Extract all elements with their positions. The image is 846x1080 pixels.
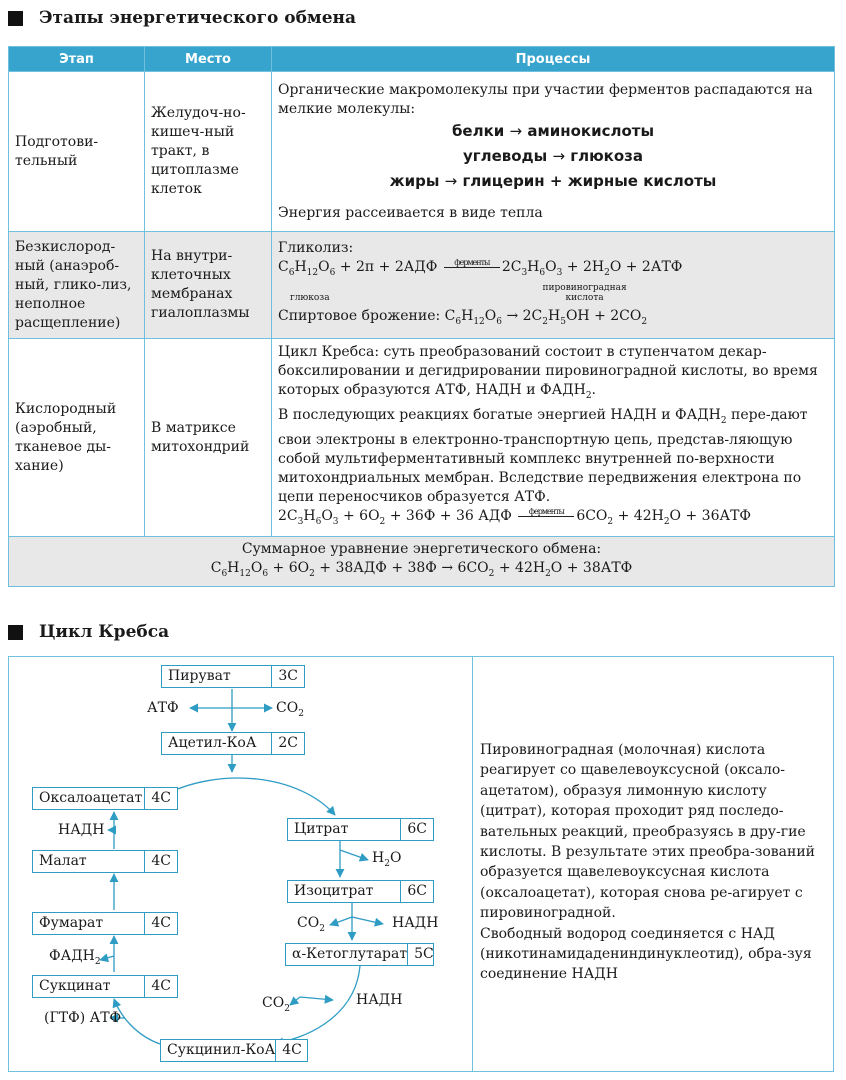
mol-fattyacids: жирные кислоты	[567, 171, 717, 190]
node-carbon: 4С	[144, 788, 177, 809]
node-name: Пируват	[168, 668, 231, 684]
node-isocitrate	[287, 880, 434, 903]
mol-carbs: углеводы	[462, 146, 548, 165]
stage-cell: Подготови-тельный	[9, 72, 145, 232]
node-fumarate	[32, 912, 178, 935]
node-succinate	[32, 975, 178, 998]
node-citrate	[287, 818, 434, 841]
electron-text: В последующих реакциях богатые энергией НАДН и $ФАДН_2$ пере-дают свои электроны в електронно-транспортную цепь, представ-ляющую собой мультиферментативный комплекс внутренней по-верхности митохондриальных мембран. Вследствие передвижения електрона по цепи переносчиков образуется АТФ.	[278, 407, 808, 505]
node-name: Сукцинат	[39, 978, 111, 994]
label-nadh: НАДН	[58, 822, 105, 838]
summary-label: Суммарное уравнение энергетического обмена:	[241, 540, 602, 557]
aerobic-equation: $2С_3Н_6О_3 + 6О_2 + 36Ф + 36$ АДФ ферменты $6СО_2 + 42Н_2О + 36АТФ$	[278, 506, 752, 527]
node-name: α-Кетоглутарат	[292, 946, 408, 962]
glycolysis-label: Гликолиз:	[278, 239, 354, 256]
node-carbon: 6С	[400, 881, 433, 902]
node-succinyl-coa	[160, 1039, 308, 1062]
mol-proteins: белки	[451, 121, 505, 140]
node-malate	[32, 850, 178, 873]
caption-pyruvic: пировиноградная кислота	[542, 282, 627, 303]
co2-text: СО	[276, 700, 299, 716]
fermentation-equation: Спиртовое брожение: $С_6Н_{12}О_6 \to 2С_2Н_5ОН + 2СО_2$	[278, 307, 648, 327]
label-fadh2: $ФАДН_2$	[49, 948, 101, 967]
node-name: Сукцинил-КоА	[167, 1042, 276, 1058]
node-carbon: 6С	[400, 819, 433, 840]
section-title: Этапы энергетического обмена	[39, 8, 356, 28]
node-carbon: 4С	[275, 1040, 308, 1061]
node-name: Оксалоацетат	[39, 790, 143, 806]
stage-cell: Кислородный (аэробный, тканевое ды-хание)	[9, 339, 145, 537]
molecule-line: жиры → глицерин + жирные кислоты	[389, 171, 717, 190]
node-name: Изоцитрат	[294, 883, 374, 899]
header-processes: Процессы	[272, 47, 835, 72]
summary-equation: $С_6Н_{12}О_6 + 6О_2 + 38АДФ + 38Ф \to 6СО_2 + 42Н_2О + 38АТФ$	[210, 559, 633, 579]
header-stage: Этап	[9, 47, 145, 72]
stage-cell: Безкислород-ный (анаэроб-ный, глико-лиз, неполное расщепление)	[9, 232, 145, 339]
krebs-description	[480, 740, 820, 985]
node-carbon: 4С	[144, 851, 177, 872]
label-nadh: НАДН	[392, 915, 439, 931]
co2-text: СО	[297, 915, 320, 931]
mol-fats: жиры	[389, 171, 440, 190]
mol-aminoacids: аминокислоты	[527, 121, 655, 140]
electron-text-b: пере-дают свои электроны в електронно-транспортную цепь, представ-ляющую собой мультиферментативный комплекс внутренней по-верхности митохондриальных мембран. Вследствие передвижения електрона по цепи переносчиков образуется АТФ.	[278, 407, 808, 505]
node-carbon: 2С	[271, 733, 304, 754]
place-cell: На внутри-клеточных мембранах гиалоплазмы	[145, 232, 272, 339]
node-carbon: 4С	[144, 913, 177, 934]
node-name: Малат	[39, 853, 87, 869]
label-co2: $СО_2$	[276, 700, 304, 719]
mol-glycerol: глицерин	[462, 171, 545, 190]
caption-glucose: глюкоза	[290, 292, 330, 303]
h2o-text: Н	[372, 850, 385, 866]
intro-text: Органические макромолекулы при участии ферментов распадаются на мелкие молекулы:	[278, 81, 813, 117]
section-title: Цикл Кребса	[39, 622, 170, 642]
node-ketoglutarate	[285, 943, 434, 966]
krebs-summary: Цикл Кребса: суть преобразований состоит в ступенчатом декар-боксилировании и дегидрировании пировиноградной кислоты, во время которых образуются АТФ, НАДН и ФАДН	[278, 344, 818, 399]
node-carbon: 3С	[271, 666, 304, 687]
glycolysis-equation: $С_6Н_{12}О_6 + 2п + 2АДФ$ ферменты $2С_3Н_6О_3 + 2Н_2О + 2АТФ$	[278, 257, 683, 278]
electron-text-a: В последующих реакциях богатые энергией НАДН и ФАДН	[278, 407, 721, 424]
description-paragraph-2: Свободный водород соединяется с НАД (никотинамидадениндинуклеотид), обра-зуя соединение НАДН	[480, 925, 812, 983]
mol-glucose: глюкоза	[570, 146, 644, 165]
arrow-icon: →	[444, 171, 458, 190]
label-h2o: $Н_2О$	[372, 850, 402, 869]
fermentation-label: Спиртовое брожение:	[278, 307, 441, 324]
node-name: Фумарат	[39, 915, 104, 931]
label-nadh: НАДН	[356, 992, 403, 1008]
place-cell: В матриксе митохондрий	[145, 339, 272, 537]
place-cell: Желудоч-но-кишеч-ный тракт, в цитоплазме клеток	[145, 72, 272, 232]
node-carbon: 5С	[407, 944, 440, 965]
node-name: Ацетил-КоА	[168, 735, 257, 751]
description-paragraph: Пировиноградная (молочная) кислота реагирует со щавелевоуксусной (оксало-ацетатом), образуя лимонную кислоту (цитрат), которая проходит ряд последо-вательных реакций, преобразуясь в дру-гие кислоты. В результате этих преобра-зований образуется щавелевоуксусная кислота (оксалоацетат), которая снова ре-агирует с пировиноградной.	[480, 742, 816, 922]
node-acetyl-coa	[161, 732, 305, 755]
catalyst-arrow: ферменты	[518, 507, 574, 517]
co2-text: СО	[262, 995, 285, 1011]
node-pyruvate	[161, 665, 305, 688]
krebs-text: Цикл Кребса: суть преобразований состоит в ступенчатом декар-боксилировании и дегидрировании пировиноградной кислоты, во время которых образуются АТФ, НАДН и $ФАДН_2$.	[278, 344, 818, 402]
label-gtf-atf: (ГТФ) АТФ	[44, 1010, 122, 1026]
label-atf: АТФ	[147, 700, 179, 716]
arrow-icon: →	[509, 121, 523, 140]
node-oxaloacetate	[32, 787, 178, 810]
label-co2: $СО_2$	[262, 995, 290, 1014]
arrow-icon: →	[552, 146, 566, 165]
node-carbon: 4С	[144, 976, 177, 997]
catalyst-arrow: ферменты	[444, 258, 500, 268]
node-name: Цитрат	[294, 821, 349, 837]
label-co2: $СО_2$	[297, 915, 325, 934]
energy-text: Энергия рассеивается в виде тепла	[278, 204, 543, 221]
fadh-text: ФАДН	[49, 948, 95, 964]
header-place: Место	[145, 47, 272, 72]
